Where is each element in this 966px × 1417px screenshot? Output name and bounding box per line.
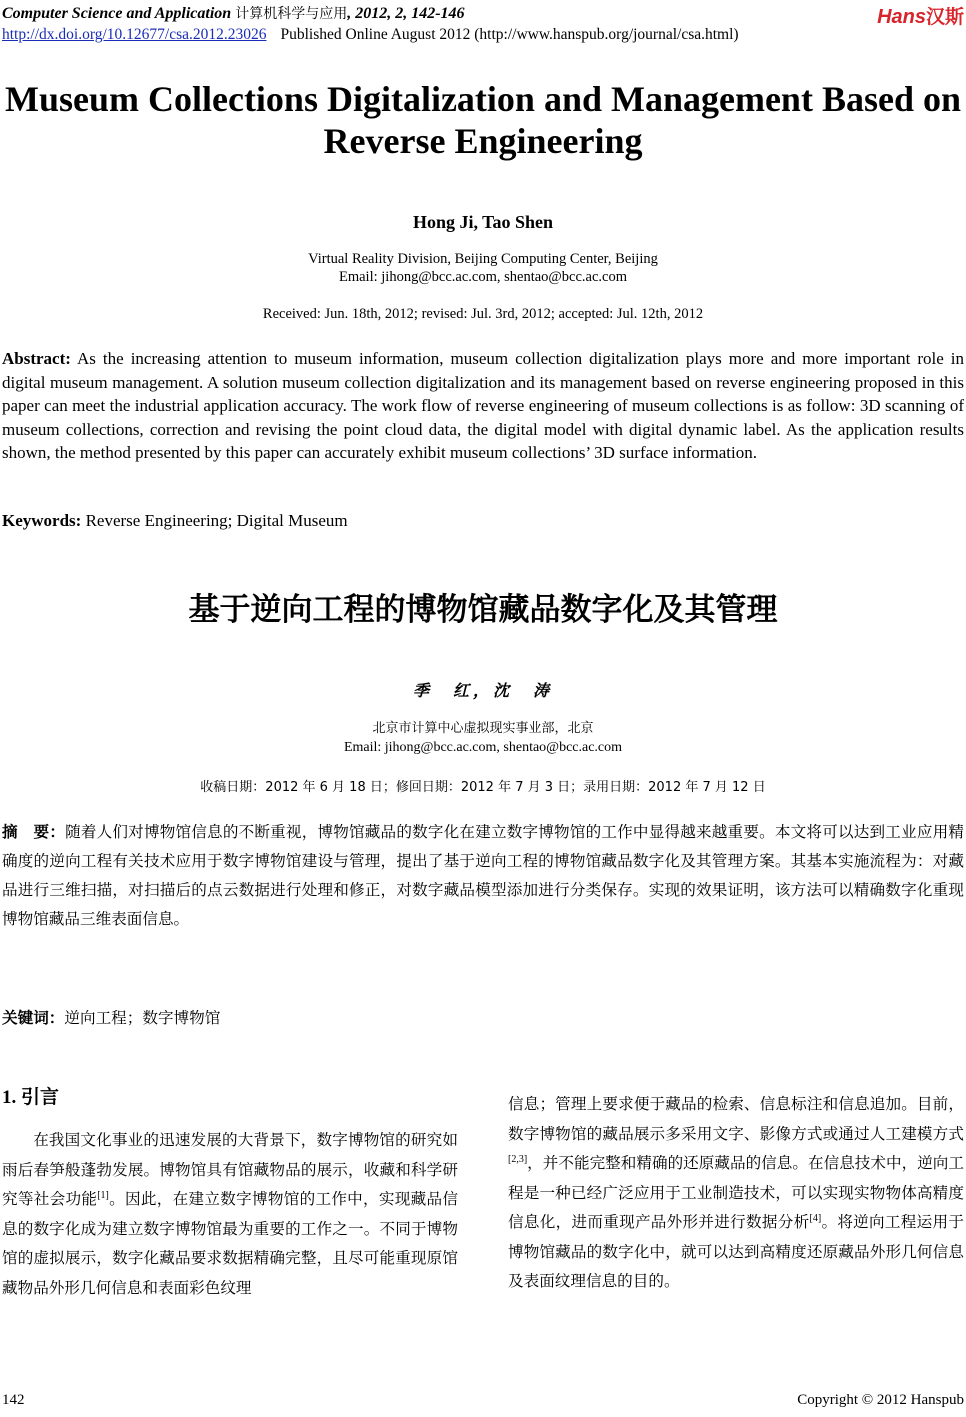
hanspub-logo: [877, 2, 964, 29]
email-cn: Email: jihong@bcc.ac.com, shentao@bcc.ac.com: [343, 740, 623, 755]
keywords-en-text: Reverse Engineering; Digital Museum: [85, 511, 348, 530]
abstract-en-text: As the increasing attention to museum information, museum collection digitalization plays more and more important role in digital museum management. A solution museum collection digitalization and its management based on reverse engineering proposed in this paper can meet the industrial application accuracy. The work flow of reverse engineering of museum collections is as follow: 3D scanning of museum collections, correction and revising the point cloud data, the digital model with digital dynamic label. As the application results shown, the method presented by this paper can accurately exhibit museum collections’ 3D surface information.: [2, 349, 965, 462]
affiliation-cn: [0, 719, 966, 757]
citation-ref[interactable]: [1]: [97, 1189, 109, 1201]
left-paragraph-part2: 。因此，在建立数字博物馆的工作中，实现藏品信息的数字化成为建立数字博物馆最为重要的工作之一。不同于博物馆的虚拟展示，数字化藏品要求数据精确完整，且尽可能重现原馆藏物品外形几何信息和表面彩色纹理: [2, 1190, 458, 1297]
doi-link[interactable]: http://dx.doi.org/10.12677/csa.2012.23026: [2, 26, 267, 43]
section-heading: [2, 1082, 59, 1109]
dates-cn: 收稿日期：2012 年 6 月 18 日；修回日期：2012 年 7 月 3 日；录用日期：2012 年 7 月 12 日: [200, 780, 766, 795]
journal-name-cn: 计算机科学与应用: [235, 6, 348, 22]
citation-ref[interactable]: [2,3]: [508, 1153, 528, 1165]
citation-ref[interactable]: [4]: [809, 1212, 822, 1224]
left-paragraph-part1: 在我国文化事业的迅速发展的大背景下，数字博物馆的研究如雨后春笋般蓬勃发展。博物馆具有馆藏物品的展示，收藏和科学研究等社会功能: [2, 1131, 458, 1208]
section-number: 1.: [2, 1087, 17, 1108]
keywords-cn: [2, 1006, 220, 1028]
body-column-left: [2, 1126, 458, 1303]
right-paragraph-part3: 。将逆向工程运用于博物馆藏品的数字化中，就可以达到高精度还原藏品外形几何信息及表面纹理信息的目的。: [508, 1213, 964, 1290]
abstract-cn-label: 摘 要：: [2, 823, 66, 841]
title-en-line1: Museum Collections Digitalization and Management Based on: [4, 79, 961, 119]
doi-line: [2, 26, 739, 44]
abstract-cn-text: 随着人们对博物馆信息的不断重视，博物馆藏品的数字化在建立数字博物馆的工作中显得越来越重要。本文将可以达到工业应用精确度的逆向工程有关技术应用于数字博物馆建设与管理，提出了基于逆向工程的博物馆藏品数字化及其管理方案。其基本实施流程为：对藏品进行三维扫描，对扫描后的点云数据进行处理和修正，对数字藏品模型添加进行分类保存。实现的效果证明，该方法可以精确数字化重现博物馆藏品三维表面信息。: [2, 823, 964, 928]
abstract-en: [2, 347, 964, 465]
keywords-en: [2, 511, 348, 531]
affiliation-en: [0, 250, 966, 286]
authors-cn: 季 红，沈 涛: [412, 681, 553, 700]
keywords-en-label: Keywords:: [2, 511, 82, 530]
email-en: Email: jihong@bcc.ac.com, shentao@bcc.ac.com: [338, 269, 627, 285]
published-online: Published Online August 2012 (http://www.hanspub.org/journal/csa.html): [280, 26, 739, 43]
section-title: 引言: [21, 1086, 60, 1108]
page-number: 142: [2, 1392, 25, 1408]
paper-title-en: [0, 78, 966, 162]
dates-en: Received: Jun. 18th, 2012; revised: Jul. 3rd, 2012; accepted: Jul. 12th, 2012: [262, 306, 704, 322]
title-en-line2: Reverse Engineering: [323, 121, 643, 161]
keywords-cn-label: 关键词：: [2, 1009, 65, 1027]
paper-title-cn: 基于逆向工程的博物馆藏品数字化及其管理: [188, 592, 778, 628]
right-paragraph-part1: 信息；管理上要求便于藏品的检索、信息标注和信息追加。目前，数字博物馆的藏品展示多采用文字、影像方式或通过人工建模方式: [508, 1095, 964, 1143]
abstract-cn: [2, 818, 964, 934]
journal-header: [2, 3, 465, 23]
logo-latin: Hans: [877, 6, 926, 28]
journal-name: Computer Science and Application: [2, 5, 232, 22]
affiliation-en-text: Virtual Reality Division, Beijing Computing Center, Beijing: [308, 251, 658, 267]
affiliation-cn-text: 北京市计算中心虚拟现实事业部，北京: [372, 721, 594, 736]
authors-en: Hong Ji, Tao Shen: [412, 212, 554, 232]
logo-cn: 汉斯: [925, 6, 964, 28]
copyright: Copyright © 2012 Hanspub: [797, 1392, 964, 1408]
right-paragraph-part2: ，并不能完整和精确的还原藏品的信息。在信息技术中，逆向工程是一种已经广泛应用于工业制造技术，可以实现实物物体高精度信息化，进而重现产品外形并进行数据分析: [508, 1154, 964, 1231]
body-column-right: [508, 1090, 964, 1297]
keywords-cn-text: 逆向工程；数字博物馆: [64, 1009, 221, 1027]
abstract-en-label: Abstract:: [2, 349, 71, 368]
journal-citation: , 2012, 2, 142-146: [347, 5, 465, 22]
